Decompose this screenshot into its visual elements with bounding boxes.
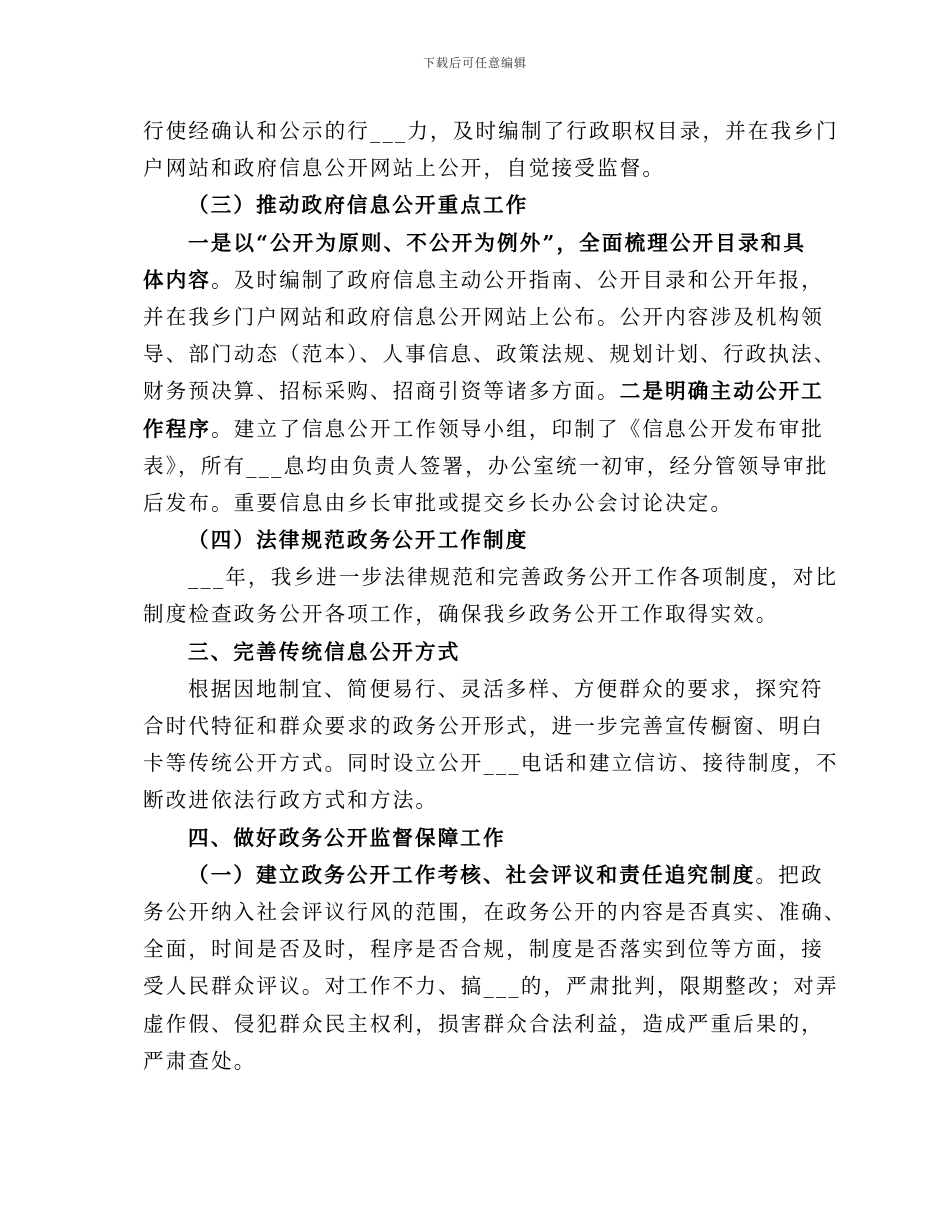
text-line xyxy=(143,1006,823,1043)
text-line xyxy=(143,745,839,782)
text-run: 。把政 xyxy=(755,862,824,887)
text-run: 。及时编制了政府信息主动公开指南、公开目录和公开年报， xyxy=(211,267,825,292)
text-run: 务公开纳入社会评议行风的范围，在政务公开的内容是否真实、准确、 xyxy=(143,899,847,924)
text-run: 户网站和政府信息公开网站上公开，自觉接受监督。 xyxy=(143,156,666,181)
text-line xyxy=(143,968,839,1005)
text-line xyxy=(143,894,847,931)
text-run: 断改进依法行政方式和方法。 xyxy=(143,788,439,813)
text-line xyxy=(143,559,839,596)
text-run: 虚作假、侵犯群众民主权利，损害群众合法利益，造成严重后果的， xyxy=(143,1011,824,1036)
section-heading xyxy=(143,820,823,857)
bold-lead: 二是明确主动公开工 xyxy=(619,379,825,404)
text-line xyxy=(143,336,837,373)
text-line xyxy=(143,1043,823,1080)
text-line xyxy=(143,782,823,819)
section-heading xyxy=(143,187,823,224)
text-run: 严肃查处。 xyxy=(143,1048,257,1073)
section-heading xyxy=(143,522,823,559)
text-line xyxy=(143,857,823,894)
text-line xyxy=(143,485,823,522)
text-line xyxy=(143,708,823,745)
text-line xyxy=(143,448,829,485)
text-run: 全面，时间是否及时，程序是否合规，制度是否落实到位等方面，接 xyxy=(143,937,824,962)
bold-lead: 作程序 xyxy=(143,416,212,441)
text-run: 导、部门动态（范本）、人事信息、政策法规、规划计划、行政执法、 xyxy=(143,342,837,367)
page-header: 下载后可任意编辑 xyxy=(422,56,527,70)
text-run: 表》，所有___息均由负责人签署，办公室统一初审，经分管领导审批 xyxy=(143,453,829,478)
bold-lead: 一是以“公开为原则、不公开为例外”，全面梳理公开目录和具 xyxy=(188,230,807,255)
text-run: 根据因地制宜、简便易行、灵活多样、方便群众的要求，探究符 xyxy=(188,676,824,701)
text-line xyxy=(143,225,823,262)
text-line xyxy=(143,373,823,410)
heading-text: 三、完善传统信息公开方式 xyxy=(188,639,461,664)
text-run: 财务预决算、招标采购、招商引资等诸多方面。 xyxy=(143,379,620,404)
text-line xyxy=(143,671,823,708)
text-line xyxy=(143,299,823,336)
text-line xyxy=(143,931,823,968)
text-run: 制度检查政务公开各项工作，确保我乡政务公开工作取得实效。 xyxy=(143,602,779,627)
heading-text: （三）推动政府信息公开重点工作 xyxy=(188,193,529,218)
text-line xyxy=(143,411,823,448)
text-run: 受人民群众评议。对工作不力、搞___的，严肃批判，限期整改；对弄 xyxy=(143,974,839,999)
text-run: 行使经确认和公示的行___力，及时编制了行政职权目录，并在我乡门 xyxy=(143,119,839,143)
text-run: 后发布。重要信息由乡长审批或提交乡长办公会讨论决定。 xyxy=(143,490,734,515)
heading-text: （四）法律规范政务公开工作制度 xyxy=(188,528,529,553)
text-run: 。建立了信息公开工作领导小组，印制了《信息公开发布审批 xyxy=(211,416,825,441)
bold-lead: （一）建立政务公开工作考核、社会评议和责任追究制度 xyxy=(188,862,756,887)
text-line xyxy=(143,113,839,150)
document-body xyxy=(143,113,847,1080)
text-run: ___年，我乡进一步法律规范和完善政务公开工作各项制度，对比 xyxy=(188,565,839,590)
text-line xyxy=(143,150,823,187)
text-run: 合时代特征和群众要求的政务公开形式，进一步完善宣传橱窗、明白 xyxy=(143,714,824,738)
text-run: 卡等传统公开方式。同时设立公开___电话和建立信访、接待制度，不 xyxy=(143,751,839,776)
text-line xyxy=(143,596,823,633)
text-line xyxy=(143,262,823,299)
text-run: 并在我乡门户网站和政府信息公开网站上公布。公开内容涉及机构领 xyxy=(143,304,824,329)
section-heading xyxy=(143,634,823,671)
heading-text: 四、做好政务公开监督保障工作 xyxy=(188,825,506,850)
bold-lead: 体内容 xyxy=(143,267,212,292)
